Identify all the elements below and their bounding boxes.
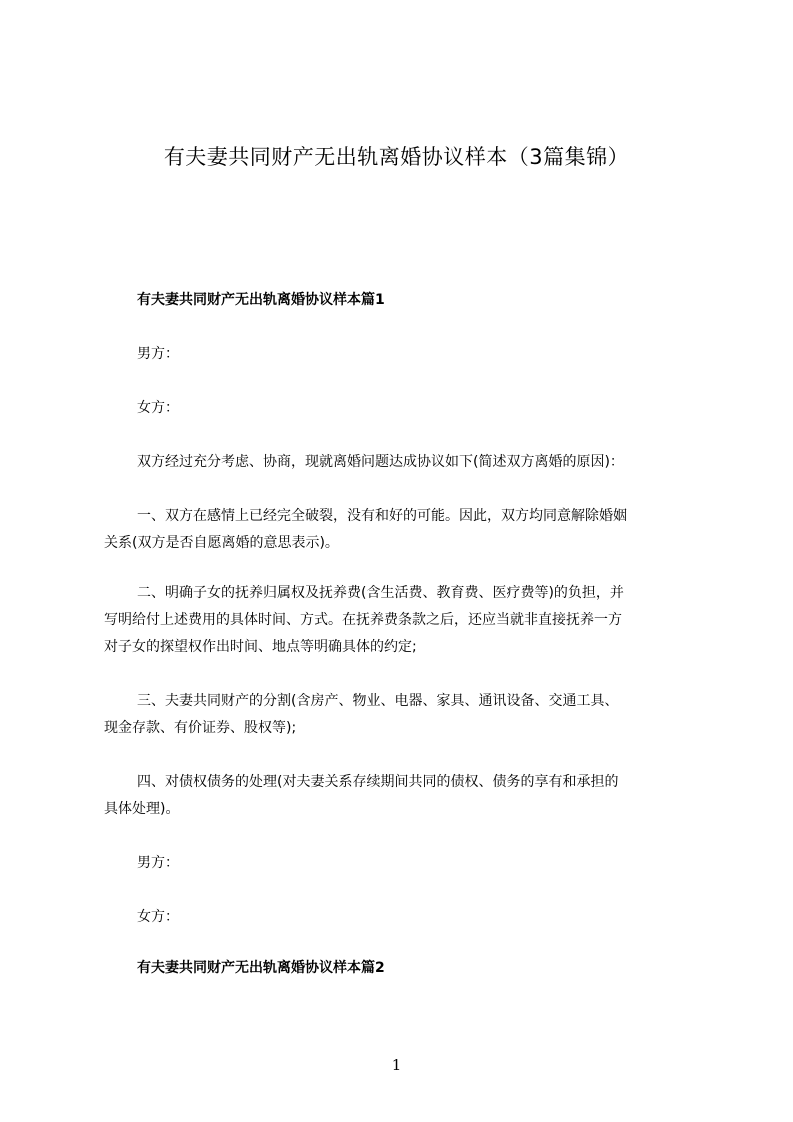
document-title: 有夫妻共同财产无出轨离婚协议样本（3篇集锦） bbox=[163, 145, 630, 169]
page-number: 1 bbox=[391, 1056, 402, 1074]
intro-paragraph: 双方经过充分考虑、协商，现就离婚问题达成协议如下(简述双方离婚的原因)： bbox=[137, 454, 624, 470]
male-signature-label: 男方： bbox=[137, 855, 179, 871]
female-label: 女方： bbox=[137, 400, 179, 416]
section-2-heading: 有夫妻共同财产无出轨离婚协议样本篇2 bbox=[137, 960, 385, 976]
male-label: 男方： bbox=[137, 346, 179, 362]
item-4-line-1: 四、对债权债务的处理(对夫妻关系存续期间共同的债权、债务的享有和承担的 bbox=[137, 774, 619, 790]
item-3-line-2: 现金存款、有价证券、股权等); bbox=[104, 720, 297, 736]
item-1-line-1: 一、双方在感情上已经完全破裂，没有和好的可能。因此，双方均同意解除婚姻 bbox=[137, 508, 627, 524]
item-3-line-1: 三、夫妻共同财产的分割(含房产、物业、电器、家具、通讯设备、交通工具、 bbox=[137, 693, 619, 709]
item-1-line-2: 关系(双方是否自愿离婚的意思表示)。 bbox=[104, 535, 339, 551]
female-signature-label: 女方： bbox=[137, 909, 179, 925]
item-2-line-2: 写明给付上述费用的具体时间、方式。在抚养费条款之后，还应当就非直接抚养一方 bbox=[104, 612, 622, 628]
item-2-line-1: 二、明确子女的抚养归属权及抚养费(含生活费、教育费、医疗费等)的负担，并 bbox=[137, 585, 624, 601]
item-4-line-2: 具体处理)。 bbox=[104, 801, 180, 817]
section-1-heading: 有夫妻共同财产无出轨离婚协议样本篇1 bbox=[137, 292, 385, 308]
item-2-line-3: 对子女的探望权作出时间、地点等明确具体的约定; bbox=[104, 639, 417, 655]
